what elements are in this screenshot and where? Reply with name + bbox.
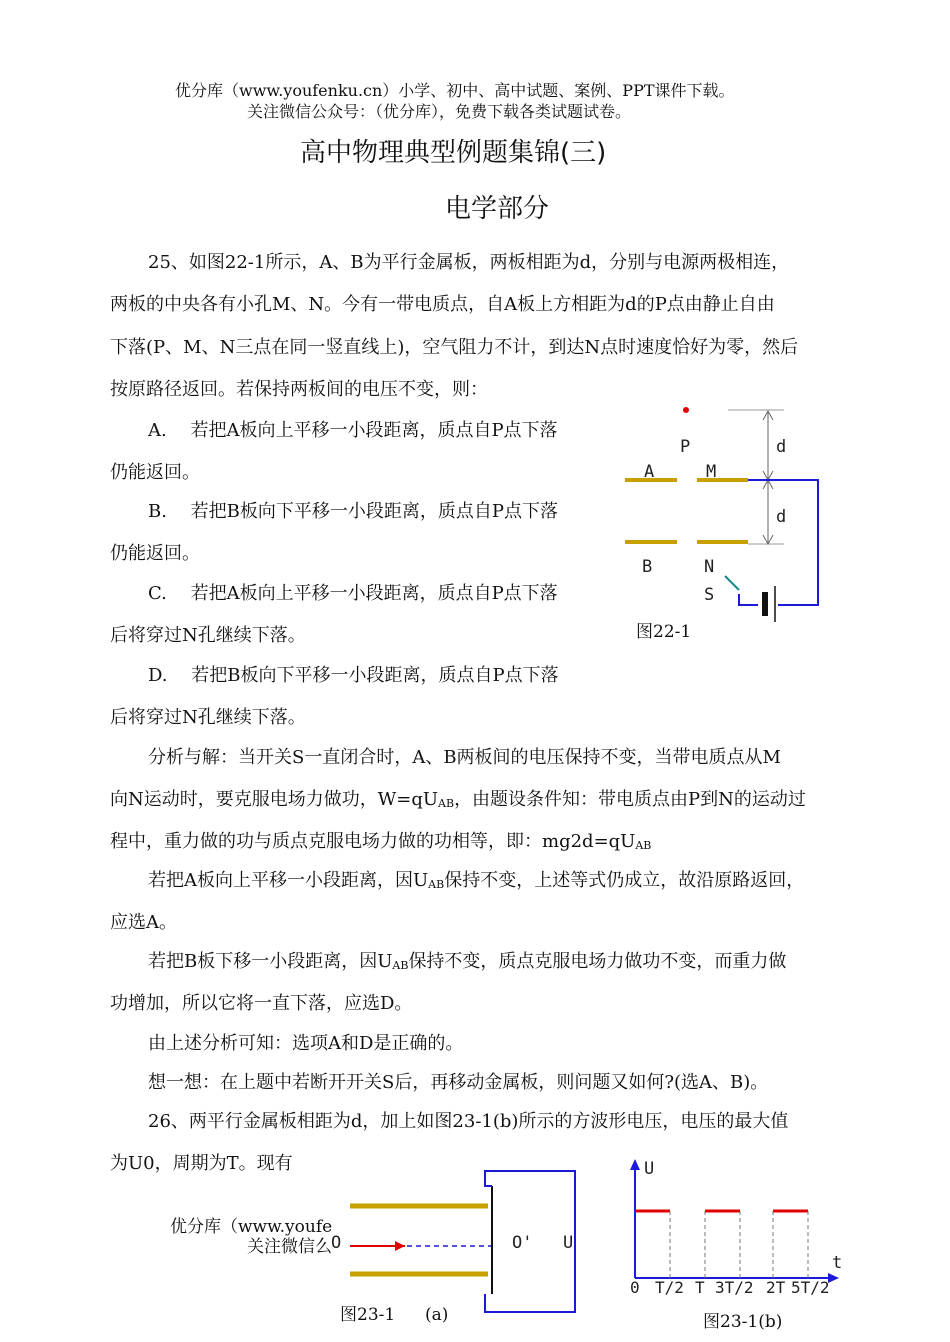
analysis-line-3: 程中，重力做的功与质点克服电场力做的功相等，即：mg2d=qUAB [110, 831, 652, 852]
circuit-wire-left [739, 594, 758, 605]
q25-line-4: 按原路径返回。若保持两板间的电压不变，则： [110, 379, 488, 400]
particle-arrow-head [395, 1241, 405, 1251]
overlap-header-1: 优分库（www.youfe [170, 1217, 333, 1237]
label-b: B [642, 557, 653, 577]
tick-label-5: 5T/2 [791, 1278, 830, 1297]
figure-23-1-b-caption: 图23-1(b) [703, 1312, 783, 1332]
tick-label-3: 3T/2 [715, 1278, 754, 1297]
label-t-axis: t [832, 1253, 843, 1273]
analysis-line-1: 分析与解：当开关S一直闭合时，A、B两板间的电压保持不变，当带电质点从M [148, 747, 781, 768]
header-line-1: 优分库（www.youfenku.cn）小学、初中、高中试题、案例、PPT课件下载。 [175, 81, 735, 100]
option-a-line-2: 仍能返回。 [110, 462, 200, 483]
option-b-line-1: B. 若把B板向下平移一小段距离，质点自P点下落 [148, 501, 559, 522]
analysis-line-6: 若把B板下移一小段距离，因UAB保持不变，质点克服电场力做功不变，而重力做 [148, 951, 787, 972]
q26-line-1: 26、两平行金属板相距为d，加上如图23-1(b)所示的方波形电压，电压的最大值 [148, 1111, 789, 1132]
label-d-bottom: d [776, 507, 787, 527]
label-s: S [704, 585, 715, 605]
switch-s [725, 576, 739, 590]
option-d-line-2: 后将穿过N孔继续下落。 [110, 707, 306, 728]
circuit-wire-right [748, 480, 818, 605]
pulse-dashes [670, 1211, 808, 1278]
option-a-line-1: A. 若把A板向上平移一小段距离，质点自P点下落 [148, 420, 558, 441]
tick-label-2: T [695, 1278, 705, 1297]
q25-line-2: 两板的中央各有小孔M、N。今有一带电质点，自A板上方相距为d的P点由静止自由 [110, 294, 775, 315]
option-c-line-2: 后将穿过N孔继续下落。 [110, 625, 306, 646]
analysis-line-5: 应选A。 [110, 912, 177, 933]
figure-22-1-caption: 图22-1 [636, 622, 692, 642]
analysis-line-2: 向N运动时，要克服电场力做功，W=qUAB，由题设条件知：带电质点由P到N的运动过 [110, 789, 806, 810]
figure-23-1-b [620, 1150, 850, 1300]
header-line-2: 关注微信公众号：（优分库），免费下载各类试题试卷。 [247, 102, 632, 121]
analysis-line-8: 由上述分析可知：选项A和D是正确的。 [148, 1033, 464, 1054]
label-o: O [331, 1233, 342, 1253]
q25-line-3: 下落(P、M、N三点在同一竖直线上)，空气阻力不计，到达N点时速度恰好为零，然后 [110, 337, 799, 358]
tick-label-1: T/2 [655, 1278, 684, 1297]
figure-23-1-caption: 图23-1 [340, 1305, 396, 1325]
label-o-prime: O' [512, 1233, 533, 1253]
q25-line-1: 25、如图22-1所示，A、B为平行金属板，两板相距为d，分别与电源两极相连， [148, 252, 790, 273]
figure-22-1 [600, 400, 840, 640]
tick-label-0: 0 [630, 1278, 640, 1297]
t-axis-arrow [828, 1273, 839, 1283]
option-b-line-2: 仍能返回。 [110, 543, 200, 564]
analysis-line-9: 想一想：在上题中若断开开关S后，再移动金属板，则问题又如何?(选A、B)。 [148, 1072, 769, 1093]
analysis-line-4: 若把A板向上平移一小段距离，因UAB保持不变，上述等式仍成立，故沿原路返回， [148, 870, 805, 891]
option-c-line-1: C. 若把A板向上平移一小段距离，质点自P点下落 [148, 583, 558, 604]
label-d-top: d [776, 437, 787, 457]
label-n: N [704, 557, 715, 577]
analysis-line-7: 功增加，所以它将一直下落，应选D。 [110, 993, 413, 1014]
label-p: P [680, 437, 691, 457]
label-a: A [644, 462, 655, 482]
u-axis-arrow [630, 1159, 640, 1170]
page-subtitle: 电学部分 [445, 194, 550, 224]
overlap-header-2: 关注微信么 [247, 1237, 332, 1257]
page-title: 高中物理典型例题集锦(三) [300, 138, 607, 168]
option-d-line-1: D. 若把B板向下平移一小段距离，质点自P点下落 [148, 665, 559, 686]
label-u: U [563, 1233, 574, 1253]
label-m: M [706, 462, 717, 482]
label-u-axis: U [644, 1159, 655, 1179]
tick-label-4: 2T [766, 1278, 786, 1297]
figure-23-1-a-label: (a) [425, 1305, 449, 1325]
q26-line-2: 为U0，周期为T。现有 [110, 1153, 293, 1174]
point-p-dot [683, 407, 689, 413]
